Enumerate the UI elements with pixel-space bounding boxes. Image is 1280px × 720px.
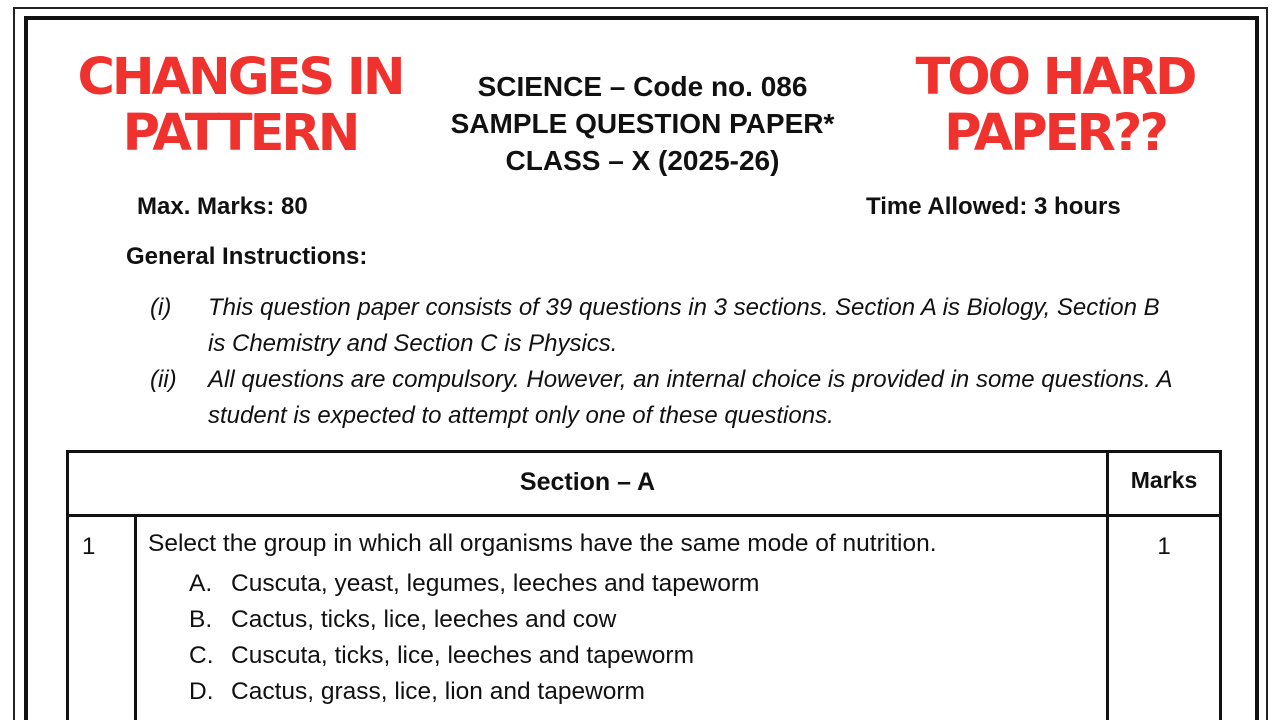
question-options xyxy=(189,566,759,710)
instruction-text: All questions are compulsory. However, an internal choice is provided in some questions. A student is expected to attempt only one of these questions. xyxy=(208,366,1172,429)
callout-too-hard-paper xyxy=(895,50,1215,162)
option-text: Cactus, ticks, lice, leeches and cow xyxy=(231,606,617,633)
instruction-text: This question paper consists of 39 questions in 3 sections. Section A is Biology, Section B is Chemistry and Section C is Physics. xyxy=(208,294,1160,357)
instruction-number: (i) xyxy=(150,294,172,321)
option-letter: B. xyxy=(189,606,213,633)
instruction-item xyxy=(150,290,1180,362)
time-allowed: Time Allowed: 3 hours xyxy=(866,193,1121,220)
section-title: Section – A xyxy=(519,468,656,496)
paper-title-type: SAMPLE QUESTION PAPER* xyxy=(450,108,835,139)
option-letter: C. xyxy=(189,642,214,669)
callout-right-line-2: PAPER?? xyxy=(944,104,1166,163)
question-table xyxy=(66,450,1222,720)
paper-title-subject: SCIENCE – Code no. 086 xyxy=(477,71,808,102)
max-marks: Max. Marks: 80 xyxy=(137,193,308,220)
question-number: 1 xyxy=(82,533,96,560)
option-text: Cactus, grass, lice, lion and tapeworm xyxy=(231,678,645,705)
option-text: Cuscuta, yeast, legumes, leeches and tapeworm xyxy=(231,570,760,597)
option-letter: A. xyxy=(189,570,213,597)
paper-title-class: CLASS – X (2025-26) xyxy=(505,145,780,176)
option-text: Cuscuta, ticks, lice, leeches and tapeworm xyxy=(231,642,694,669)
instruction-number: (ii) xyxy=(150,366,177,393)
table-header-divider xyxy=(69,514,1219,517)
callout-left-line-1: CHANGES IN xyxy=(77,48,403,107)
paper-title xyxy=(415,68,870,179)
callout-changes-in-pattern xyxy=(60,50,420,162)
option-b xyxy=(189,602,759,638)
instruction-item xyxy=(150,362,1180,434)
instructions-heading: General Instructions: xyxy=(126,243,368,270)
option-d xyxy=(189,674,759,710)
option-a xyxy=(189,566,759,602)
number-column-divider xyxy=(134,517,137,720)
option-letter: D. xyxy=(189,678,214,705)
option-c xyxy=(189,638,759,674)
question-marks: 1 xyxy=(1157,533,1171,560)
question-text: Select the group in which all organisms have the same mode of nutrition. xyxy=(148,530,937,557)
marks-column-header: Marks xyxy=(1130,467,1198,493)
callout-right-line-1: TOO HARD xyxy=(915,48,1195,107)
callout-left-line-2: PATTERN xyxy=(122,104,358,163)
